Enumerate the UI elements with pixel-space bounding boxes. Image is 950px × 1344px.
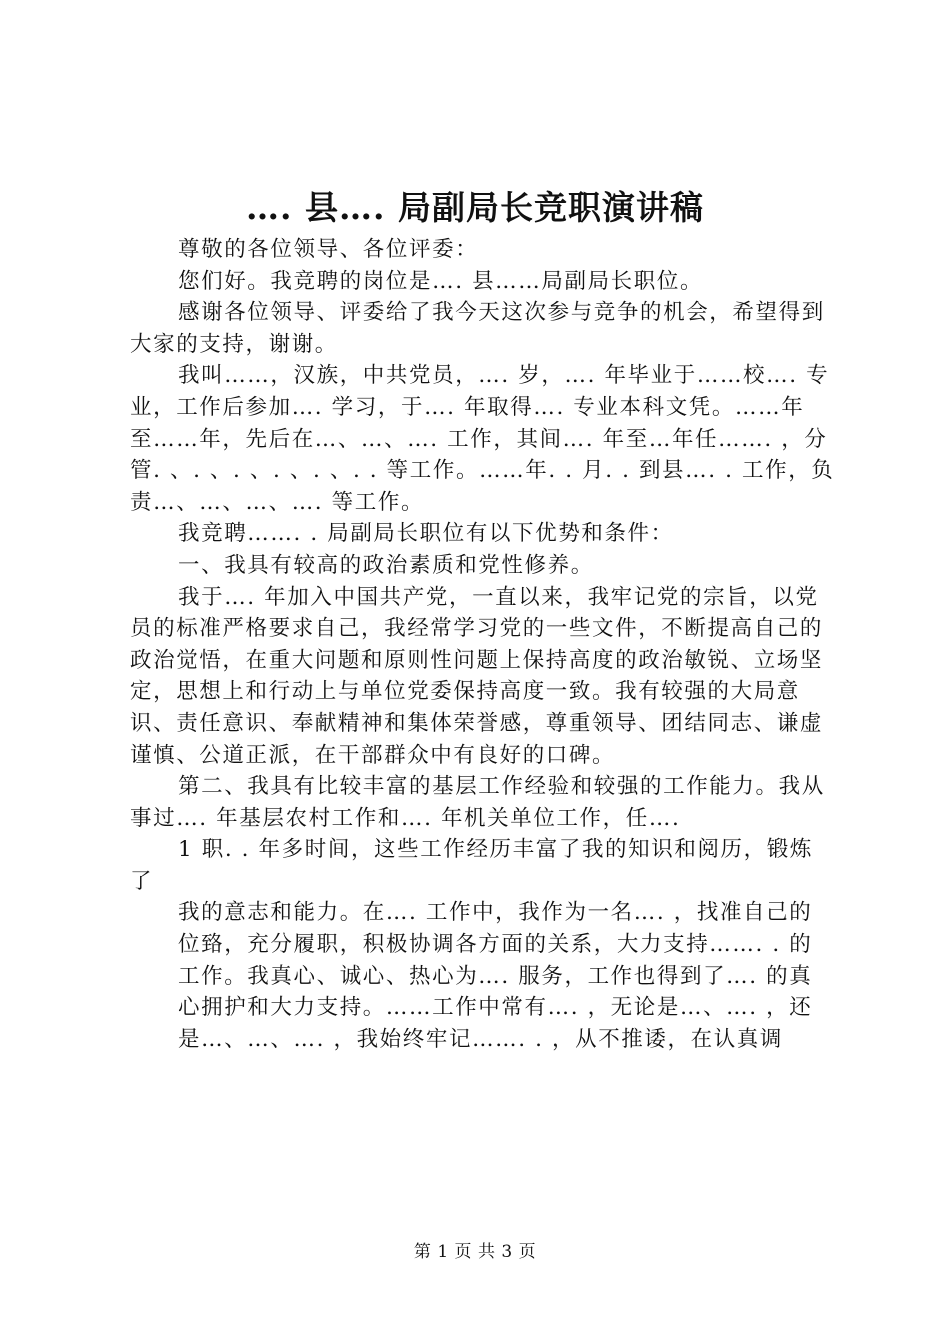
paragraph-line-4: 工作。我真心、诚心、热心为…. 服务，工作也得到了…. 的真	[178, 963, 813, 989]
paragraph-line-6: 是…、…、…. ，我始终牢记……. . ，从不推诿，在认真调	[178, 1026, 784, 1052]
paragraph-greeting: 您们好。我竞聘的岗位是…. 县……局副局长职位。	[178, 268, 704, 294]
paragraph-line-2: 我的意志和能力。在…. 工作中，我作为一名…. ，找准自己的	[178, 900, 813, 926]
paragraph-line-5: 心拥护和大力支持。……工作中常有…. ，无论是…、…. ，还	[178, 995, 813, 1021]
document-title: …. 县…. 局副局长竞职演讲稿	[246, 188, 704, 227]
document-body	[130, 234, 835, 1055]
paragraph-experience: 第二、我具有比较丰富的基层工作经验和较强的工作能力。我从事过…. 年基层农村工作和…. 年机关单位工作，任….	[130, 774, 825, 831]
paragraph-advantages-intro: 我竞聘……. . 局副局长职位有以下优势和条件：	[178, 521, 674, 547]
paragraph-line-3: 位臵，充分履职，积极协调各方面的关系，大力支持……. . 的	[178, 932, 813, 958]
paragraph-heading-political: 一、我具有较高的政治素质和党性修养。	[178, 552, 594, 578]
paragraph-self-intro: 我叫……，汉族，中共党员，…. 岁，…. 年毕业于……校…. 专业，工作后参加…. 学习，于…. 年取得…. 专业本科文凭。……年至……年，先后在…、…、…. 工作，其间…. 年至…年任……. ，分管. 、. 、. 、. 、. 、. . 等工作。……年. . 月. . 到县…. . 工作，负责…、…、…、…. 等工作。	[130, 363, 835, 515]
paragraph-line-1: 1 职. . 年多时间，这些工作经历丰富了我的知识和阅历，锻炼了	[130, 837, 813, 894]
paragraph-salutation: 尊敬的各位领导、各位评委：	[178, 237, 479, 262]
paragraph-thanks: 感谢各位领导、评委给了我今天这次参与竞争的机会，希望得到大家的支持，谢谢。	[130, 300, 825, 357]
paragraph-political: 我于…. 年加入中国共产党，一直以来，我牢记党的宗旨，以党员的标准严格要求自己，我经常学习党的一些文件，不断提高自己的政治觉悟，在重大问题和原则性问题上保持高度的政治敏锐、立场坚定，思想上和行动上与单位党委保持高度一致。我有较强的大局意识、责任意识、奉献精神和集体荣誉感，尊重领导、团结同志、谦虚谨慎、公道正派，在干部群众中有良好的口碑。	[130, 584, 824, 768]
page-footer: 第 1 页 共 3 页	[413, 1242, 537, 1262]
